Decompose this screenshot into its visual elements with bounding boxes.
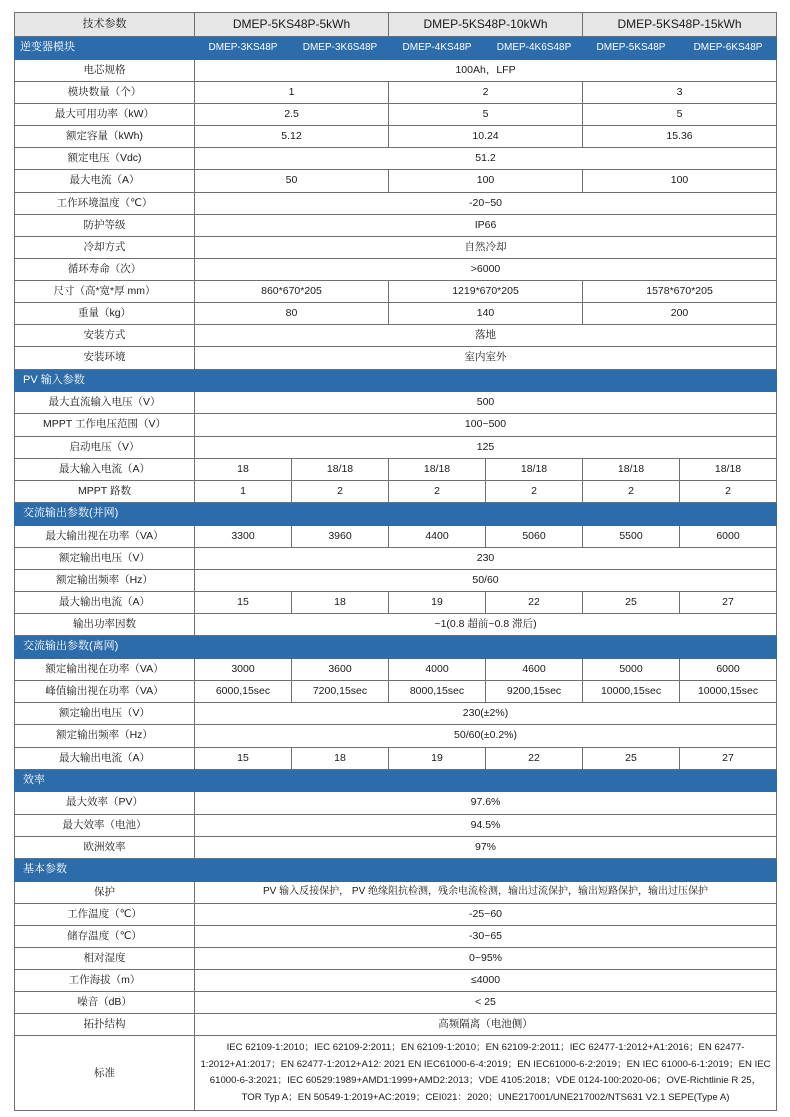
table-row — [15, 970, 777, 992]
row-value: 15 — [195, 747, 292, 769]
row-value: 2 — [583, 480, 680, 502]
spec-table-body — [15, 13, 777, 1111]
row-label: 防护等级 — [15, 214, 195, 236]
header-row-inverters — [15, 37, 777, 60]
row-value: 5500 — [583, 525, 680, 547]
row-value: 2 — [389, 81, 583, 103]
row-value: 1578*670*205 — [583, 281, 777, 303]
row-value: 18/18 — [389, 458, 486, 480]
row-value: 18 — [195, 458, 292, 480]
row-value: 230 — [195, 547, 777, 569]
row-value: 2 — [486, 480, 583, 502]
table-row — [15, 947, 777, 969]
row-value: 1 — [195, 480, 292, 502]
row-label: 额定输出频率（Hz） — [15, 569, 195, 591]
row-label: 工作温度（℃） — [15, 903, 195, 925]
table-row — [15, 104, 777, 126]
row-label: 启动电压（V） — [15, 436, 195, 458]
row-label: 尺寸（高*宽*厚 mm） — [15, 281, 195, 303]
table-row — [15, 836, 777, 858]
row-label: 标准 — [15, 1036, 195, 1111]
row-value: 3960 — [292, 525, 389, 547]
row-value: 3 — [583, 81, 777, 103]
row-label: 保护 — [15, 881, 195, 903]
row-value: 5000 — [583, 659, 680, 681]
row-label: 最大输入电流（A） — [15, 458, 195, 480]
row-value: 18/18 — [583, 458, 680, 480]
row-value: 10000,15sec — [583, 681, 680, 703]
row-value: 18 — [292, 592, 389, 614]
row-value: 15 — [195, 592, 292, 614]
table-row — [15, 414, 777, 436]
row-value: 5.12 — [195, 126, 389, 148]
table-row — [15, 325, 777, 347]
row-value: 2 — [680, 480, 777, 502]
row-label: 最大效率（电池） — [15, 814, 195, 836]
row-value: -25~60 — [195, 903, 777, 925]
row-label: 最大输出电流（A） — [15, 592, 195, 614]
row-label: 重量（kg） — [15, 303, 195, 325]
table-row — [15, 569, 777, 591]
row-value: 125 — [195, 436, 777, 458]
section-header-row — [15, 858, 777, 881]
table-row — [15, 1036, 777, 1111]
row-value: 50/60(±0.2%) — [195, 725, 777, 747]
row-value: 230(±2%) — [195, 703, 777, 725]
section-title: 效率 — [15, 769, 777, 792]
table-row — [15, 126, 777, 148]
table-row — [15, 236, 777, 258]
row-value: 18/18 — [680, 458, 777, 480]
row-value: 6000 — [680, 659, 777, 681]
row-value: 4000 — [389, 659, 486, 681]
section-header-row — [15, 502, 777, 525]
row-label: 最大可用功率（kW） — [15, 104, 195, 126]
row-value: 10000,15sec — [680, 681, 777, 703]
header-inverter-3: DMEP-4K6S48P — [486, 37, 583, 60]
row-value: 15.36 — [583, 126, 777, 148]
row-value: 2.5 — [195, 104, 389, 126]
row-value: 27 — [680, 592, 777, 614]
row-value: 3000 — [195, 659, 292, 681]
table-row — [15, 281, 777, 303]
row-label: 安装方式 — [15, 325, 195, 347]
table-row — [15, 592, 777, 614]
row-value: 0~95% — [195, 947, 777, 969]
table-row — [15, 881, 777, 903]
row-label: 模块数量（个） — [15, 81, 195, 103]
row-label: 欧洲效率 — [15, 836, 195, 858]
row-label: 额定输出电压（V） — [15, 547, 195, 569]
section-header-row — [15, 636, 777, 659]
row-value: 140 — [389, 303, 583, 325]
header-param-label: 技术参数 — [15, 13, 195, 37]
row-label: 输出功率因数 — [15, 614, 195, 636]
row-value: 97% — [195, 836, 777, 858]
table-row — [15, 525, 777, 547]
table-row — [15, 725, 777, 747]
row-value: 8000,15sec — [389, 681, 486, 703]
row-value: -20~50 — [195, 192, 777, 214]
row-value: 80 — [195, 303, 389, 325]
table-row — [15, 59, 777, 81]
table-row — [15, 392, 777, 414]
row-value: 5060 — [486, 525, 583, 547]
row-value: 22 — [486, 747, 583, 769]
header-inverter-1: DMEP-3K6S48P — [292, 37, 389, 60]
row-value: 5 — [389, 104, 583, 126]
row-value: 100 — [583, 170, 777, 192]
header-model-0: DMEP-5KS48P-5kWh — [195, 13, 389, 37]
header-inverter-4: DMEP-5KS48P — [583, 37, 680, 60]
row-value: 高频隔离（电池侧） — [195, 1014, 777, 1036]
row-label: 最大效率（PV） — [15, 792, 195, 814]
row-value: 100 — [389, 170, 583, 192]
row-label: 最大电流（A） — [15, 170, 195, 192]
table-row — [15, 170, 777, 192]
row-label: 循环寿命（次） — [15, 258, 195, 280]
row-value: 5 — [583, 104, 777, 126]
table-row — [15, 747, 777, 769]
table-row — [15, 925, 777, 947]
header-inverter-label: 逆变器模块 — [15, 37, 195, 60]
row-value: 94.5% — [195, 814, 777, 836]
row-label: 额定电压（Vdc) — [15, 148, 195, 170]
header-model-1: DMEP-5KS48P-10kWh — [389, 13, 583, 37]
row-value: 2 — [292, 480, 389, 502]
table-row — [15, 192, 777, 214]
table-row — [15, 681, 777, 703]
row-value: 1219*670*205 — [389, 281, 583, 303]
row-value: -30~65 — [195, 925, 777, 947]
row-value: 6000,15sec — [195, 681, 292, 703]
row-value: ~1(0.8 超前~0.8 滞后) — [195, 614, 777, 636]
row-label: 额定输出电压（V） — [15, 703, 195, 725]
section-title: 基本参数 — [15, 858, 777, 881]
row-value: 4600 — [486, 659, 583, 681]
row-value: 18/18 — [292, 458, 389, 480]
row-value: 9200,15sec — [486, 681, 583, 703]
technical-specification-table — [14, 12, 777, 1111]
table-row — [15, 903, 777, 925]
row-value: 室内室外 — [195, 347, 777, 369]
row-value: 50 — [195, 170, 389, 192]
row-label: 拓扑结构 — [15, 1014, 195, 1036]
section-header-row — [15, 369, 777, 392]
section-header-row — [15, 769, 777, 792]
row-value: 18 — [292, 747, 389, 769]
row-label: 额定输出频率（Hz） — [15, 725, 195, 747]
row-label: 额定输出视在功率（VA） — [15, 659, 195, 681]
table-row — [15, 458, 777, 480]
row-label: 相对湿度 — [15, 947, 195, 969]
row-label: 工作环境温度（℃） — [15, 192, 195, 214]
row-value: 100Ah，LFP — [195, 59, 777, 81]
row-value: 10.24 — [389, 126, 583, 148]
table-row — [15, 814, 777, 836]
table-row — [15, 303, 777, 325]
table-row — [15, 1014, 777, 1036]
row-value: 落地 — [195, 325, 777, 347]
row-label: 最大输出电流（A） — [15, 747, 195, 769]
row-value: < 25 — [195, 992, 777, 1014]
table-row — [15, 258, 777, 280]
row-label: 噪音（dB） — [15, 992, 195, 1014]
row-label: 冷却方式 — [15, 236, 195, 258]
table-row — [15, 792, 777, 814]
table-row — [15, 480, 777, 502]
row-value: 500 — [195, 392, 777, 414]
row-value: 19 — [389, 747, 486, 769]
row-value: 50/60 — [195, 569, 777, 591]
row-label: MPPT 工作电压范围（V） — [15, 414, 195, 436]
table-row — [15, 81, 777, 103]
table-row — [15, 703, 777, 725]
row-value: 7200,15sec — [292, 681, 389, 703]
row-label: 工作海拔（m） — [15, 970, 195, 992]
row-label: 安装环境 — [15, 347, 195, 369]
table-row — [15, 614, 777, 636]
row-label: 储存温度（℃） — [15, 925, 195, 947]
row-value: PV 输入反接保护， PV 绝缘阻抗检测，残余电流检测，输出过流保护，输出短路保护，输出过压保护 — [195, 881, 777, 903]
row-label: 峰值输出视在功率（VA） — [15, 681, 195, 703]
row-value: 2 — [389, 480, 486, 502]
section-title: 交流输出参数(离网) — [15, 636, 777, 659]
row-value: IEC 62109-1:2010；IEC 62109-2:2011；EN 62109-1:2010；EN 62109-2:2011；IEC 62477-1:2012+A1:2016；EN 62477-1:2012+A1:2017；EN 62477-1:2012+A12: 2021 EN IEC61000-6-4:2019；EN IEC61000-6-2:2019；EN IEC 61000-6-1:2019；EN IEC 61000-6-3:2021；IEC 60529:1989+AMD1:1999+AMD2:2013；VDE 4105:2018；VDE 0124-100:2020-06；OVE-Richtlinie R 25，TOR Typ A；EN 50549-1:2019+AC:2019；CEI021：2020；UNE217001/UNE217002/NTS631 V2.1 SEPE(Type A) — [195, 1036, 777, 1111]
row-value: 6000 — [680, 525, 777, 547]
row-label: MPPT 路数 — [15, 480, 195, 502]
row-value: 自然冷却 — [195, 236, 777, 258]
table-row — [15, 659, 777, 681]
row-value: 25 — [583, 747, 680, 769]
row-value: 27 — [680, 747, 777, 769]
row-label: 最大直流输入电压（V） — [15, 392, 195, 414]
row-value: 18/18 — [486, 458, 583, 480]
row-value: ≤4000 — [195, 970, 777, 992]
table-row — [15, 436, 777, 458]
header-model-2: DMEP-5KS48P-15kWh — [583, 13, 777, 37]
header-row-models — [15, 13, 777, 37]
header-inverter-2: DMEP-4KS48P — [389, 37, 486, 60]
row-value: 860*670*205 — [195, 281, 389, 303]
row-value: IP66 — [195, 214, 777, 236]
table-row — [15, 547, 777, 569]
row-label: 最大输出视在功率（VA） — [15, 525, 195, 547]
header-inverter-5: DMEP-6KS48P — [680, 37, 777, 60]
table-row — [15, 214, 777, 236]
table-row — [15, 992, 777, 1014]
row-value: 19 — [389, 592, 486, 614]
row-value: 1 — [195, 81, 389, 103]
row-value: 200 — [583, 303, 777, 325]
row-value: 3300 — [195, 525, 292, 547]
table-row — [15, 347, 777, 369]
row-value: 51.2 — [195, 148, 777, 170]
section-title: PV 输入参数 — [15, 369, 777, 392]
row-label: 电芯规格 — [15, 59, 195, 81]
row-value: 97.6% — [195, 792, 777, 814]
table-row — [15, 148, 777, 170]
row-value: >6000 — [195, 258, 777, 280]
row-value: 3600 — [292, 659, 389, 681]
row-label: 额定容量（kWh) — [15, 126, 195, 148]
header-inverter-0: DMEP-3KS48P — [195, 37, 292, 60]
row-value: 4400 — [389, 525, 486, 547]
row-value: 100~500 — [195, 414, 777, 436]
row-value: 22 — [486, 592, 583, 614]
section-title: 交流输出参数(并网) — [15, 502, 777, 525]
row-value: 25 — [583, 592, 680, 614]
